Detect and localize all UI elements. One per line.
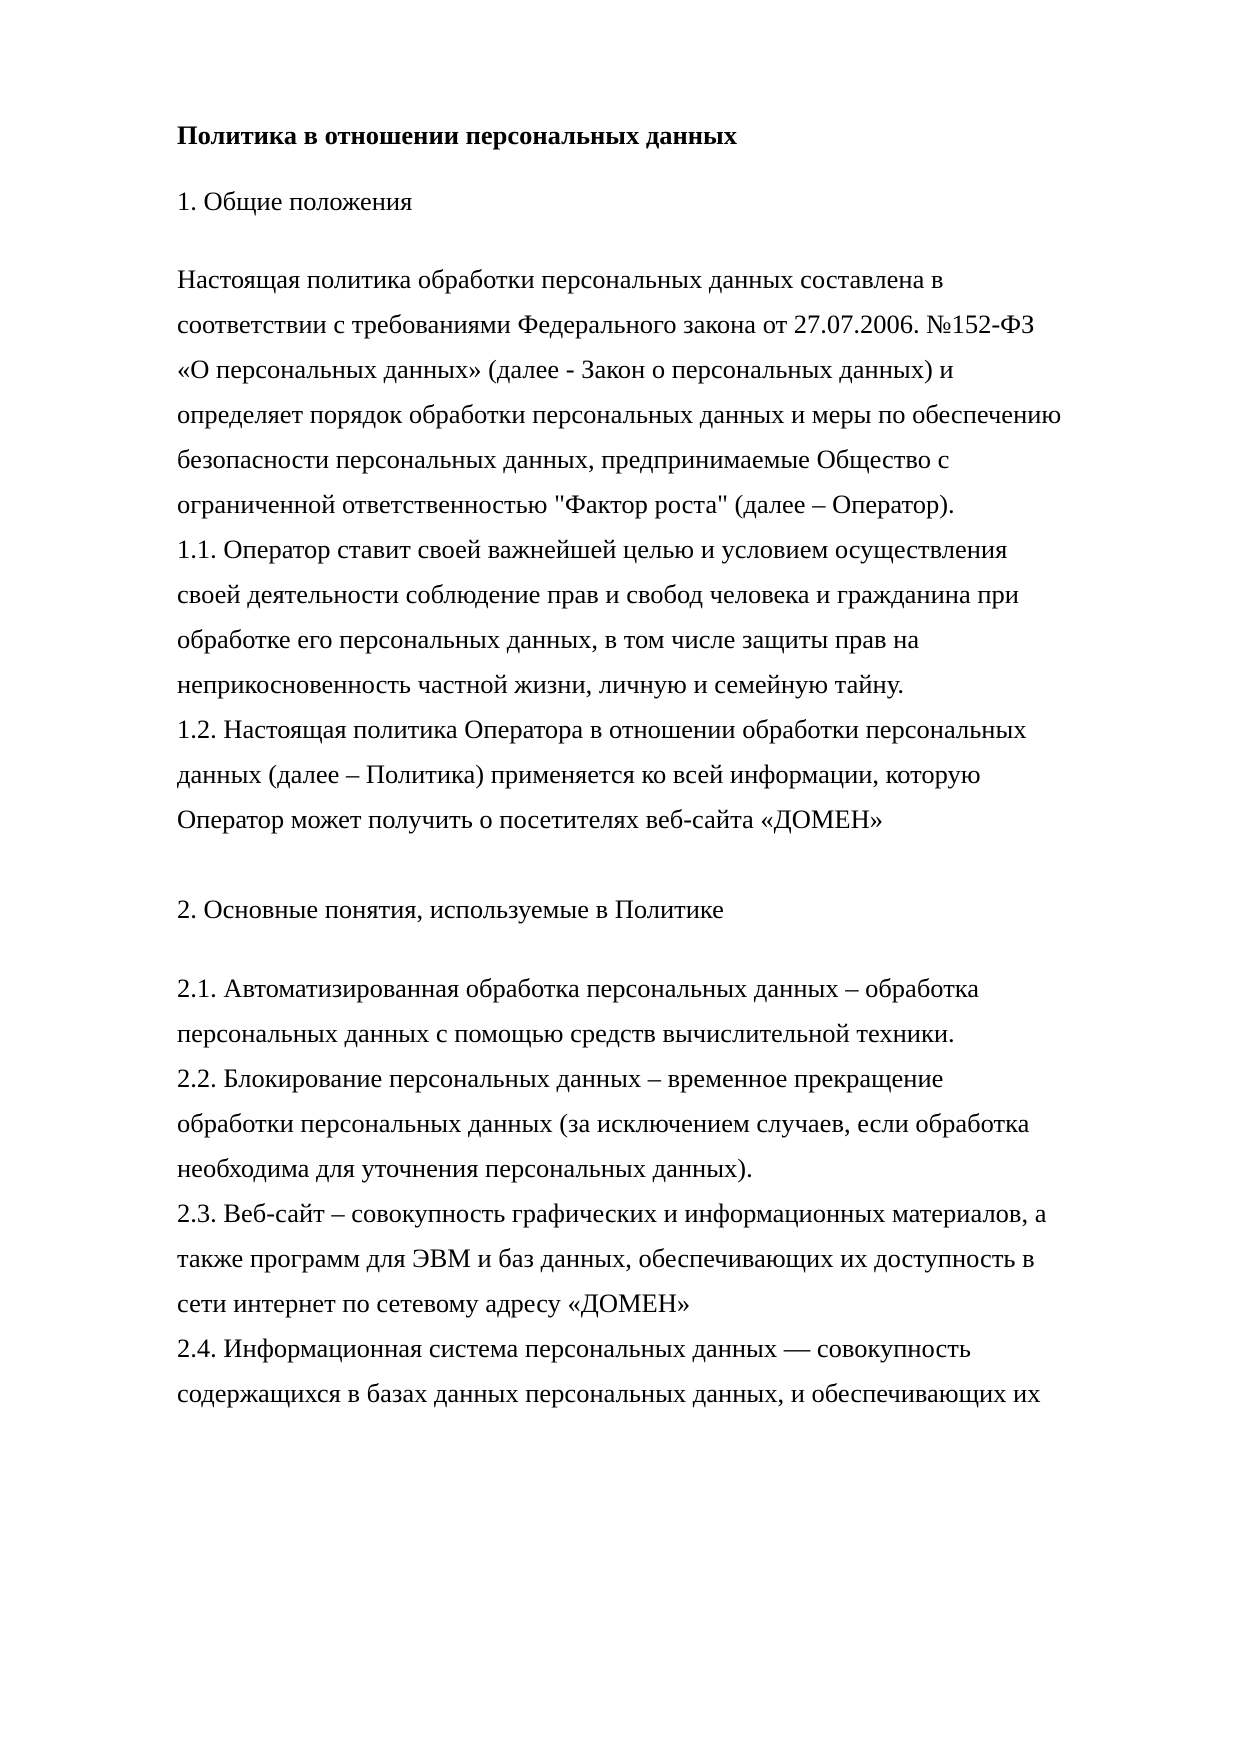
paragraph-line: содержащихся в базах данных персональных данных, и обеспечивающих их: [177, 1378, 1041, 1408]
paragraph-line: Оператор может получить о посетителях веб-сайта «ДОМЕН»: [177, 804, 883, 834]
document-title: Политика в отношении персональных данных: [177, 120, 737, 150]
paragraph-line: обработки персональных данных (за исключением случаев, если обработка: [177, 1108, 1030, 1138]
paragraph-line: необходима для уточнения персональных данных).: [177, 1153, 753, 1183]
paragraph-line: персональных данных с помощью средств вычислительной техники.: [177, 1018, 955, 1048]
paragraph-line: «О персональных данных» (далее - Закон о персональных данных) и: [177, 354, 954, 384]
paragraph-line: своей деятельности соблюдение прав и свобод человека и гражданина при: [177, 579, 1019, 609]
paragraph-line: Настоящая политика обработки персональных данных составлена в: [177, 264, 944, 294]
paragraph-line: неприкосновенность частной жизни, личную и семейную тайну.: [177, 669, 904, 699]
section-heading-1: 1. Общие положения: [177, 186, 413, 216]
paragraph-line: соответствии с требованиями Федерального закона от 27.07.2006. №152-ФЗ: [177, 309, 1035, 339]
paragraph-line: ограниченной ответственностью "Фактор роста" (далее – Оператор).: [177, 489, 955, 519]
paragraph-line: обработке его персональных данных, в том числе защиты прав на: [177, 624, 920, 654]
section-heading-2: 2. Основные понятия, используемые в Политике: [177, 894, 724, 924]
paragraph-line: 1.2. Настоящая политика Оператора в отношении обработки персональных: [177, 714, 1027, 744]
paragraph-line: 1.1. Оператор ставит своей важнейшей целью и условием осуществления: [177, 534, 1008, 564]
paragraph-line: 2.1. Автоматизированная обработка персональных данных – обработка: [177, 973, 980, 1003]
paragraph-line: безопасности персональных данных, предпринимаемые Общество с: [177, 444, 950, 474]
paragraph-line: также программ для ЭВМ и баз данных, обеспечивающих их доступность в: [177, 1243, 1035, 1273]
paragraph-line: 2.3. Веб-сайт – совокупность графических и информационных материалов, а: [177, 1198, 1047, 1228]
paragraph-line: определяет порядок обработки персональных данных и меры по обеспечению: [177, 399, 1062, 429]
paragraph-line: 2.4. Информационная система персональных данных — совокупность: [177, 1333, 971, 1363]
paragraph-line: 2.2. Блокирование персональных данных – временное прекращение: [177, 1063, 944, 1093]
paragraph-line: данных (далее – Политика) применяется ко всей информации, которую: [177, 759, 981, 789]
paragraph-line: сети интернет по сетевому адресу «ДОМЕН»: [177, 1288, 691, 1318]
